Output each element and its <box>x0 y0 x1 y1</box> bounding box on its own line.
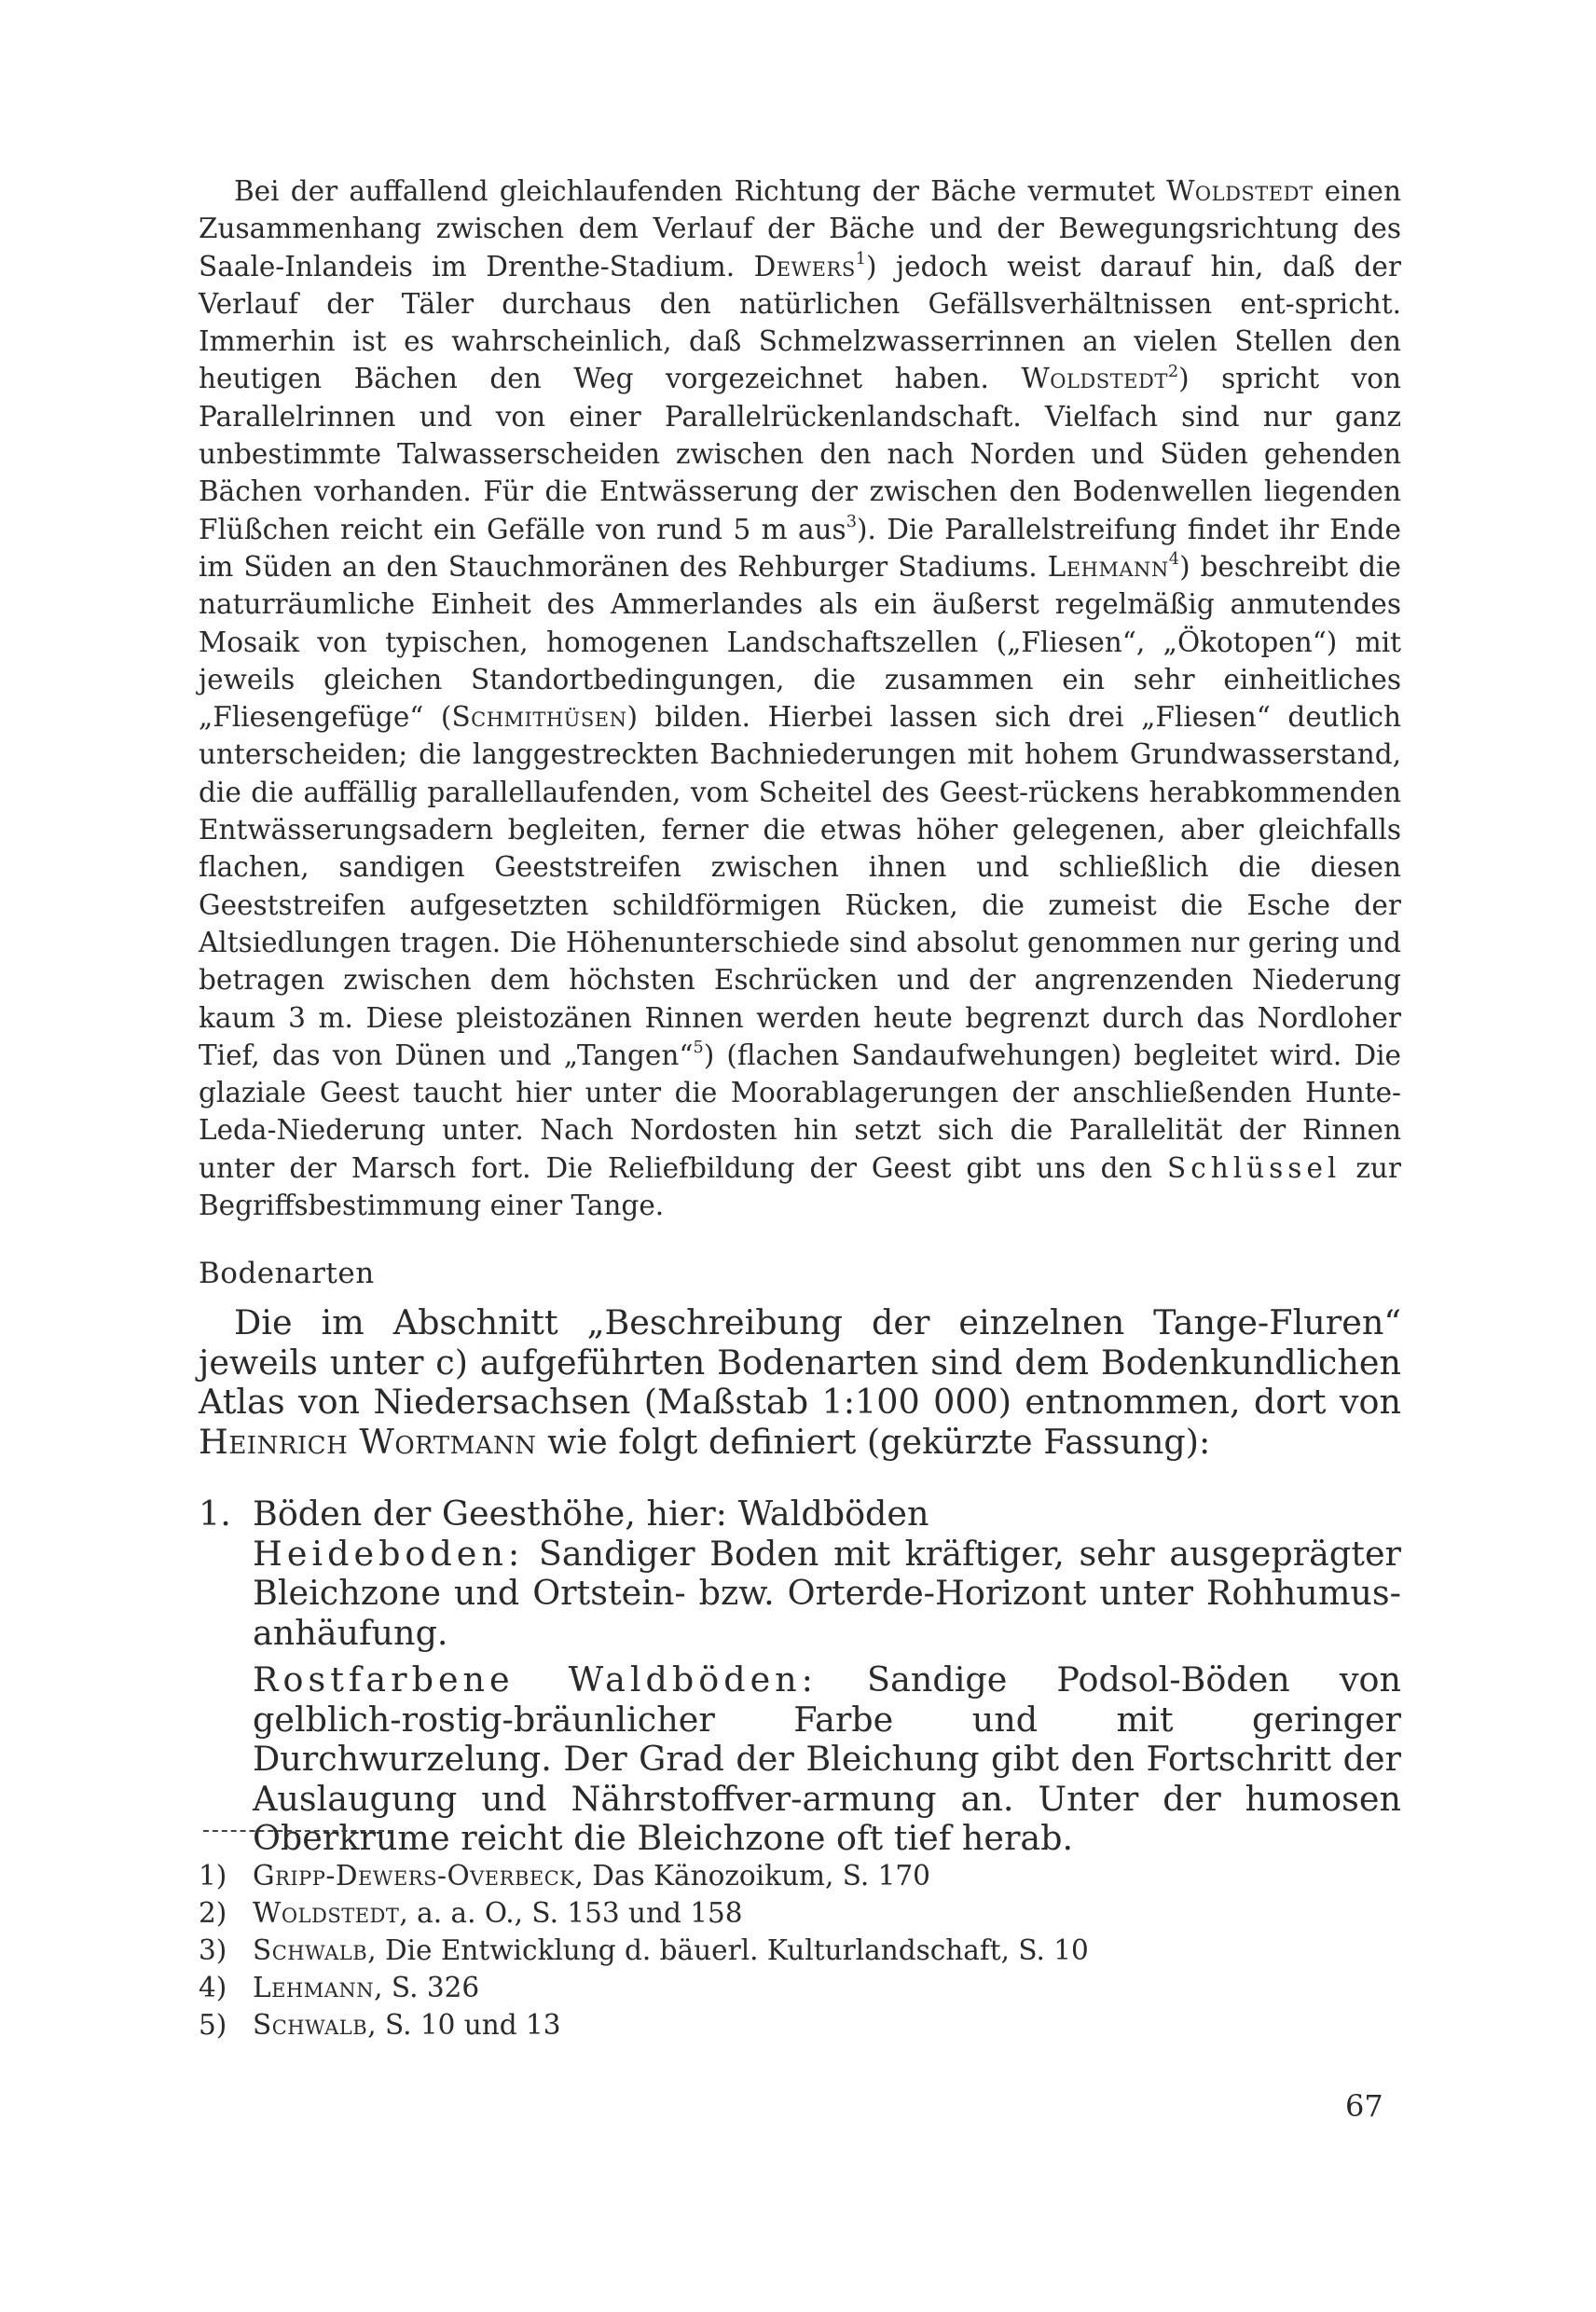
footnote-mark: 4) <box>199 1972 227 2003</box>
author-name: Schmithüsen <box>451 701 627 734</box>
section-intro <box>199 1303 1401 1462</box>
footnote: 1) Gripp-Dewers-Overbeck, Das Känozoikum, S. 170 <box>199 1857 1401 1894</box>
footnote-author: Woldstedt <box>253 1897 400 1929</box>
list-item-title: 1. Böden der Geesthöhe, hier: Waldböden <box>199 1493 929 1534</box>
footnote: 4) Lehmann, S. 326 <box>199 1969 1401 2006</box>
definition-term: Heideboden: <box>253 1533 525 1574</box>
footnote-separator <box>203 1830 393 1832</box>
body-paragraph <box>199 172 1401 1224</box>
footnotes <box>199 1857 1401 2044</box>
section-heading: Bodenarten <box>199 1257 375 1290</box>
footnote-mark: 1) <box>199 1860 227 1892</box>
footnote-author: Schwalb <box>253 2009 368 2041</box>
definition-term: Rostfarbene Waldböden: <box>253 1659 818 1700</box>
author-name: Woldstedt <box>1021 363 1168 395</box>
footnote-author: Lehmann <box>253 1972 375 2003</box>
footnote-author: Gripp-Dewers-Overbeck <box>253 1860 575 1892</box>
footnote-mark: 3) <box>199 1934 227 1966</box>
definition-heideboden: Heideboden: Sandiger Boden mit kräftiger, sehr ausgeprägter Bleichzone und Ortstein- bzw. Orterde-Horizont unter Rohhumus-anhäufung. <box>253 1533 1401 1653</box>
emphasized-word: Schlüssel <box>1167 1151 1341 1184</box>
author-name: Heinrich Wortmann <box>199 1421 537 1462</box>
page-number: 67 <box>1345 2088 1383 2124</box>
author-name: Woldstedt <box>1166 175 1314 207</box>
paragraph-text: Bei der auffallend gleichlaufenden Richtung der Bäche vermutet Woldstedt einen Zusammenhang zwischen dem Verlauf der Bäche und der Bewegungsrichtung des Saale-Inlandeis im Drenthe-Stadium. Dewers$^1$) jedoch weist darauf hin, daß der Verlauf der Täler durchaus den natürlichen Gefällsverhältnissen ent-spricht. Immerhin ist es wahrscheinlich, daß Schmelzwasserrinnen an vielen Stellen den heutigen Bächen den Weg vorgezeichnet haben. Woldstedt$^2$) spricht von Parallelrinnen und von einer Parallelrückenlandschaft. Vielfach sind nur ganz unbestimmte Talwasserscheiden zwischen den nach Norden und Süden gehenden Bächen vorhanden. Für die Entwässerung der zwischen den Bodenwellen liegenden Flüßchen reicht ein Gefälle von rund 5 m aus$^3$). Die Parallelstreifung findet ihr Ende im Süden an den Stauchmoränen des Rehburger Stadiums. Lehmann$^4$) beschreibt die naturräumliche Einheit des Ammerlandes als ein äußerst regelmäßig anmutendes Mosaik von typischen, homogenen Landschaftszellen („Fliesen“, „Ökotopen“) mit jeweils gleichen Standortbedingungen, die zusammen ein sehr einheitliches „Fliesengefüge“ (Schmithüsen) bilden. Hierbei lassen sich drei „Fliesen“ deutlich unterscheiden; die langgestreckten Bachniederungen mit hohem Grundwasserstand, die die auffällig parallellaufenden, vom Scheitel des Geest-rückens herabkommenden Entwässerungsadern begleiten, ferner die etwas höher gelegenen, aber gleichfalls flachen, sandigen Geeststreifen zwischen ihnen und schließlich die diesen Geeststreifen aufgesetzten schildförmigen Rücken, die zumeist die Esche der Altsiedlungen tragen. Die Höhenunterschiede sind absolut genommen nur gering und betragen zwischen dem höchsten Eschrücken und der angrenzenden Niederung kaum 3 m. Diese pleistozänen Rinnen werden heute begrenzt durch das Nordloher Tief, das von Dünen und „Tangen“$^5$) (flachen Sandaufwehungen) begleitet wird. Die glaziale Geest taucht hier unter die Moorablagerungen der anschließenden Hunte-Leda-Niederung unter. Nach Nordosten hin setzt sich die Parallelität der Rinnen unter der Marsch fort. Die Reliefbildung der Geest gibt uns den Schlüssel zur Begriffsbestimmung einer Tange. <box>199 175 1402 1222</box>
footnote-ref: 1 <box>855 250 866 268</box>
intro-text: Die im Abschnitt „Beschreibung der einzelnen Tange-Fluren“ jeweils unter c) aufgeführten Bodenarten sind dem Bodenkundlichen Atlas von Niedersachsen (Maßstab 1:100 000) entnommen, dort von Heinrich Wortmann wie folgt definiert (gekürzte Fassung): <box>199 1302 1401 1462</box>
footnote-ref: 5 <box>693 1039 704 1058</box>
footnote-ref: 2 <box>1167 362 1179 381</box>
list-number: 1. <box>199 1493 231 1534</box>
author-name: Dewers <box>753 250 856 282</box>
author-name: Lehmann <box>1047 550 1169 583</box>
footnote-mark: 2) <box>199 1897 227 1929</box>
footnote-ref: 4 <box>1168 550 1180 570</box>
footnote: 2) Woldstedt, a. a. O., S. 153 und 158 <box>199 1894 1401 1932</box>
footnote-mark: 5) <box>199 2009 227 2041</box>
footnote-author: Schwalb <box>253 1934 368 1966</box>
soil-type-list <box>199 1494 1401 1859</box>
footnote: 5) Schwalb, S. 10 und 13 <box>199 2006 1401 2044</box>
footnote-ref: 3 <box>846 513 857 532</box>
definition-rostfarbene-waldboeden: Rostfarbene Waldböden: Sandige Podsol-Böden von gelblich-rostig-bräunlicher Farbe und mit geringer Durchwurzelung. Der Grad der Bleichung gibt den Fortschritt der Auslaugung und Nährstoffver-armung an. Unter der humosen Oberkrume reicht die Bleichzone oft tief herab. <box>253 1659 1401 1858</box>
footnote: 3) Schwalb, Die Entwicklung d. bäuerl. Kulturlandschaft, S. 10 <box>199 1932 1401 1969</box>
